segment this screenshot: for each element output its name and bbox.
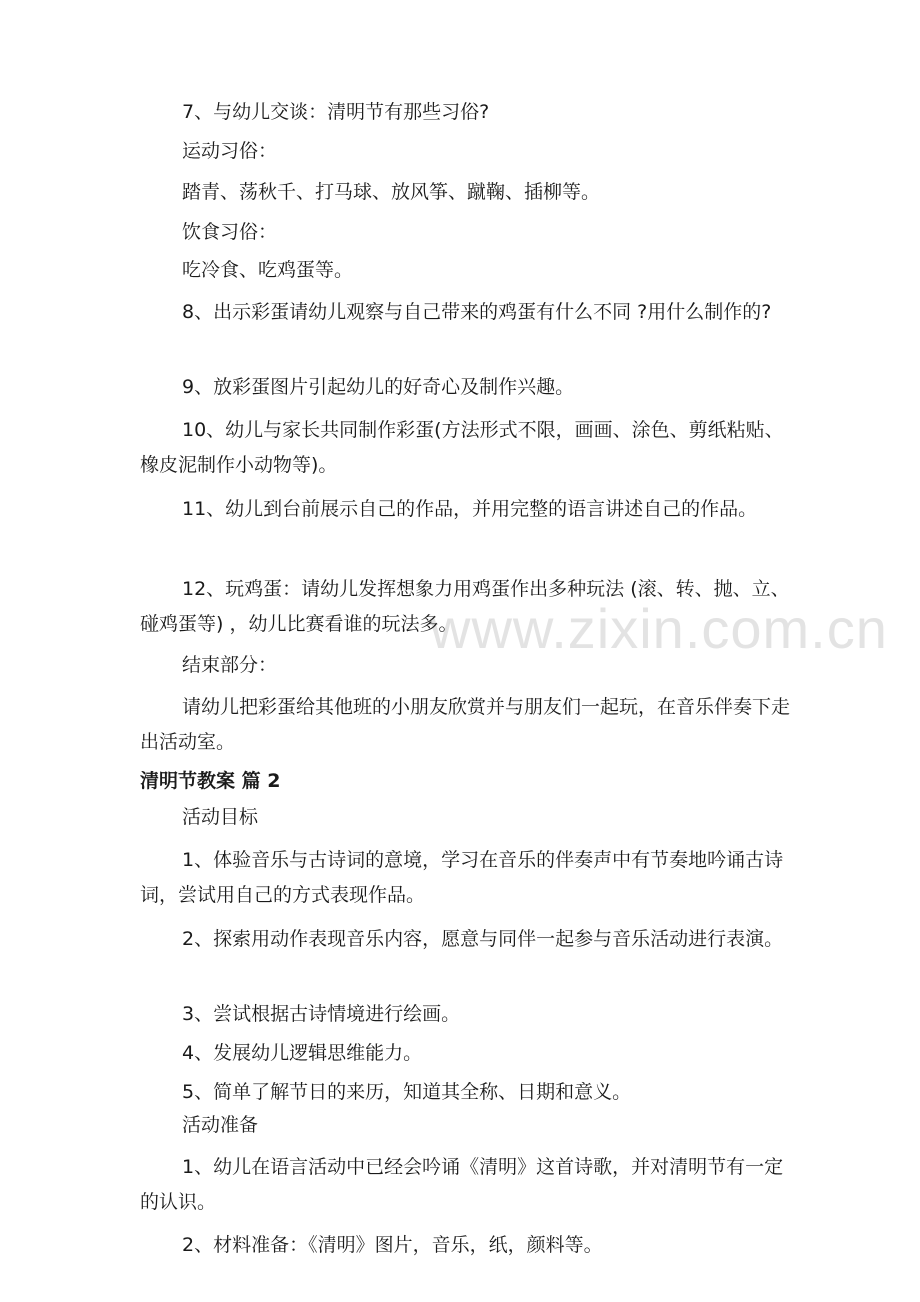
paragraph: 9、放彩蛋图片引起幼儿的好奇心及制作兴趣。 [182, 376, 575, 398]
paragraph: 2、材料准备：《清明》图片，音乐，纸，颜料等。 [182, 1234, 603, 1256]
watermark: www.zixin.com.cn [430, 597, 888, 660]
paragraph: 11、幼儿到台前展示自己的作品，并用完整的语言讲述自己的作品。 [182, 498, 758, 520]
paragraph: 活动准备 [182, 1114, 259, 1136]
paragraph: 结束部分： [182, 654, 278, 676]
paragraph: 活动目标 [182, 806, 259, 828]
paragraph: 饮食习俗： [182, 221, 278, 243]
paragraph: 踏青、荡秋千、打马球、放风筝、蹴鞠、插柳等。 [182, 181, 601, 203]
paragraph: 2、探索用动作表现音乐内容，愿意与同伴一起参与音乐活动进行表演。 [182, 928, 784, 950]
paragraph: 吃冷食、吃鸡蛋等。 [182, 259, 354, 281]
paragraph: 5、简单了解节日的来历，知道其全称、日期和意义。 [182, 1081, 632, 1103]
paragraph: 10、幼儿与家长共同制作彩蛋(方法形式不限，画画、涂色、剪纸粘贴、橡皮泥制作小动物等)。 [140, 419, 784, 476]
paragraph: 1、体验音乐与古诗词的意境，学习在音乐的伴奏声中有节奏地吟诵古诗词，尝试用自己的方式表现作品。 [140, 849, 784, 906]
paragraph: 12、玩鸡蛋：请幼儿发挥想象力用鸡蛋作出多种玩法 (滚、转、抛、立、碰鸡蛋等) ，幼儿比赛看谁的玩法多。 [140, 578, 790, 635]
paragraph: 请幼儿把彩蛋给其他班的小朋友欣赏并与朋友们一起玩，在音乐伴奏下走出活动室。 [140, 696, 791, 753]
paragraph: 4、发展幼儿逻辑思维能力。 [182, 1042, 423, 1064]
paragraph: 8、出示彩蛋请幼儿观察与自己带来的鸡蛋有什么不同 ?用什么制作的? [182, 301, 772, 323]
paragraph: 1、幼儿在语言活动中已经会吟诵《清明》这首诗歌，并对清明节有一定的认识。 [140, 1156, 784, 1213]
paragraph: 3、尝试根据古诗情境进行绘画。 [182, 1003, 461, 1025]
section-heading: 清明节教案 篇 2 [140, 770, 281, 792]
paragraph: 7、与幼儿交谈：清明节有那些习俗? [182, 101, 490, 123]
paragraph: 运动习俗： [182, 140, 278, 162]
